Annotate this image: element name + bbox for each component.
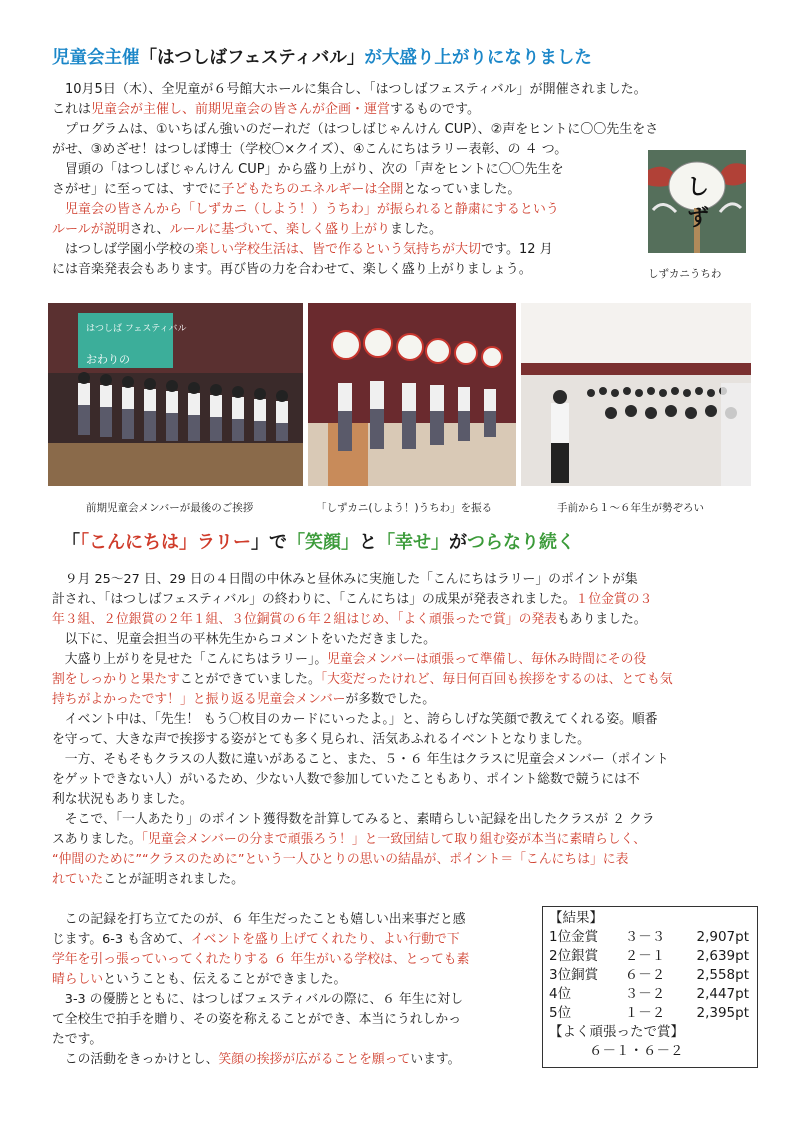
fan-label: しず [686, 175, 709, 231]
results-heading: 【結果】 [549, 910, 603, 926]
text-line: はつしば学園小学校の楽しい学校生活は、皆で作るという気持ちが大切です。12 月 [52, 242, 553, 257]
text-line: これは児童会が主催し、前期児童会の皆さんが企画・運営するものです。 [52, 102, 480, 117]
text-line: 3-3 の優勝とともに、はつしばフェスティバルの際に、６ 年生に対し [52, 992, 464, 1007]
photo-caption-2: 「しずカニ(しよう！)うちわ」を振る [316, 502, 493, 514]
text-line: がせ、③めざせ！はつしば博士（学校〇×クイズ）、④こんにちはラリー表彰、の ４ つ。 [52, 142, 568, 157]
text-line: 児童会の皆さんから「しずカニ（しよう！）うちわ」が振られると静粛にするという [52, 202, 559, 217]
results-rank: 5位 [549, 1005, 572, 1021]
photo-greeting [48, 303, 303, 486]
results-pts: 2,639pt [696, 948, 749, 964]
results-cls: ２－１ [624, 948, 666, 964]
photo-caption-3: 手前から１～６年生が勢ぞろい [557, 502, 704, 514]
results-rank: 2位銀賞 [549, 948, 599, 964]
text-line: には音楽発表会もあります。再び皆の力を合わせて、楽しく盛り上がりましょう。 [52, 262, 532, 277]
results-cls: ６－２ [624, 967, 666, 983]
fan-caption: しずカニうちわ [648, 268, 722, 280]
text-line: 計され、「はつしばフェスティバル」の終わりに、「こんにちは」の成果が発表されました。１位金賞の３ [52, 592, 653, 607]
screen-title: はつしば フェスティバル [86, 324, 187, 334]
article1-body-left [52, 140, 644, 280]
article2-title: 「「こんにちは」ラリー」で「笑顔」と「幸せ」がつらなり続く [62, 532, 575, 553]
text-line: 一方、そもそもクラスの人数に違いがあること、また、５・６ 年生はクラスに児童会メンバー（ポイント [52, 752, 669, 767]
text-line: “仲間のために”“クラスのために”という一人ひとりの思いの結晶が、ポイント＝「こんにちは」に表 [52, 852, 629, 867]
text-line: この活動をきっかけとし、笑顔の挨拶が広がることを願っています。 [52, 1052, 461, 1067]
text-line: たです。 [52, 1032, 103, 1047]
text-line: 学年を引っ張っていってくれたりする ６ 年生がいる学校は、とっても素 [52, 952, 470, 967]
results-rows [549, 928, 751, 1023]
results-cls: ３－３ [624, 929, 666, 945]
photo-fans [308, 303, 516, 486]
results-rank: 3位銅賞 [549, 967, 599, 983]
text-line: 大盛り上がりを見せた「こんにちはラリー」。児童会メンバーは頑張って準備し、毎休み時間にその役 [52, 652, 647, 667]
text-line: 割をしっかりと果たすことができていました。「大変だったけれど、毎日何百回も挨拶をするのは、とても気 [52, 672, 673, 687]
results-pts: 2,907pt [696, 929, 749, 945]
results-cls: １－２ [624, 1005, 666, 1021]
results-rank: 1位金賞 [549, 929, 599, 945]
text-line: を守って、大きな声で挨拶する姿がとても多く見られ、活気あふれるイベントとなりました。 [52, 732, 590, 747]
text-line: 以下に、児童会担当の平林先生からコメントをいただきました。 [52, 632, 436, 647]
results-row [549, 947, 751, 966]
fan-photo [648, 150, 746, 253]
results-rank: 4位 [549, 986, 572, 1002]
results-pts: 2,395pt [696, 1005, 749, 1021]
text-line: 10月5日（木）、全児童が６号館大ホールに集合し、「はつしばフェスティバル」が開催されました。 [52, 82, 647, 97]
text-line: れていたことが証明されました。 [52, 872, 244, 887]
results-row [549, 928, 751, 947]
text-line: 晴らしいということも、伝えることができました。 [52, 972, 347, 987]
text-line: この記録を打ち立てたのが、６ 年生だったことも嬉しい出来事だと感 [52, 912, 466, 927]
text-line: 利な状況もありました。 [52, 792, 193, 807]
results-box [542, 906, 758, 1068]
text-line: プログラムは、①いちばん強いのだーれだ（はつしばじゃんけん CUP）、②声をヒントに〇〇先生をさ [52, 122, 659, 137]
text-line: ルールが説明され、ルールに基づいて、楽しく盛り上がりました。 [52, 222, 443, 237]
results-cls: ３－２ [624, 986, 666, 1002]
text-line: 年３組、２位銀賞の２年１組、３位銅賞の６年２組はじめ、「よく頑張ったで賞」の発表もありました。 [52, 612, 647, 627]
article2-body [52, 570, 762, 890]
special-award-value: ６－１・６－２ [589, 1043, 684, 1059]
text-line: そこで、「一人あたり」のポイント獲得数を計算してみると、素晴らしい記録を出したクラスが ２ クラ [52, 812, 655, 827]
text-line: て全校生で拍手を贈り、その姿を称えることができ、本当にうれしかっ [52, 1012, 461, 1027]
text-line: 冒頭の「はつしばじゃんけん CUP」から盛り上がり、次の「声をヒントに〇〇先生を [52, 162, 564, 177]
article1-body [52, 80, 762, 140]
text-line: イベント中は、「先生！ もう〇枚目のカードにいったよ。」と、誇らしげな笑顔で教えてくれる姿。順番 [52, 712, 658, 727]
article2-body-left [52, 910, 536, 1070]
screen-subtitle: おわりの [86, 353, 130, 366]
text-line: スありました。「児童会メンバーの分まで頑張ろう！」と一致団結して取り組む姿が本当に素晴らしく、 [52, 832, 646, 847]
results-row [549, 1004, 751, 1023]
text-line: をゲットできない人）がいるため、少ない人数で参加していたこともあり、ポイント総数で競うには不 [52, 772, 640, 787]
text-line: 持ちがよかったです！」と振り返る児童会メンバーが多数でした。 [52, 692, 436, 707]
text-line: さがせ」に至っては、すでに子どもたちのエネルギーは全開となっていました。 [52, 182, 521, 197]
article1-title: 児童会主催「はつしばフェスティバル」が大盛り上がりになりました [52, 48, 592, 68]
photo-students [521, 303, 751, 486]
special-award-heading: 【よく頑張ったで賞】 [549, 1024, 684, 1040]
results-row [549, 985, 751, 1004]
results-pts: 2,447pt [696, 986, 749, 1002]
text-line: ９月 25～27 日、29 日の４日間の中休みと昼休みに実施した「こんにちはラリー」のポイントが集 [52, 572, 638, 587]
text-line: じます。6-3 も含めて、イベントを盛り上げてくれたり、よい行動で下 [52, 932, 460, 947]
results-row [549, 966, 751, 985]
results-pts: 2,558pt [696, 967, 749, 983]
photo-caption-1: 前期児童会メンバーが最後のご挨拶 [86, 502, 254, 514]
